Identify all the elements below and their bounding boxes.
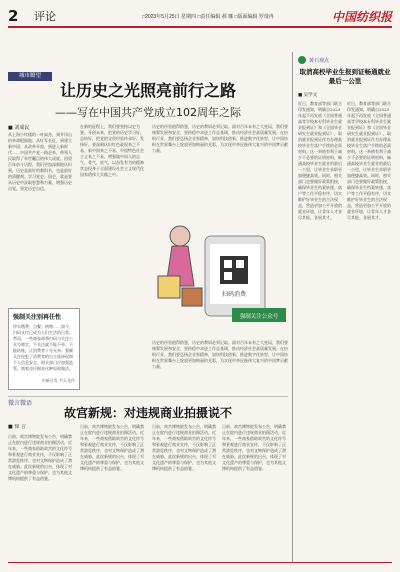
second-body-col3: 日前，故宫博物院发布公告，明确禁止在院内进行违规商业拍摄活动。近年来，一些商家借助故宫的文化符号和景观进行商业宣传，不仅影响了正常游览秩序，也对文物保护造成了潜在威胁。此次新规的出台，体现了对文化遗产的尊重与保护，也为其他文博机构提供了有益借鉴。: [152, 424, 216, 471]
masthead-logo: 中国纺织报: [331, 9, 392, 24]
footer-rule: [8, 562, 392, 563]
second-byline: ■ 徐 言: [8, 424, 26, 430]
lead-byline: ■ 刘成民: [8, 125, 30, 131]
lead-body-col3: 历史的经验值得借鉴，历史的教训必须记取。面对百年未有之大变局，我们要统筹发展和安全，坚持稳中求进工作总基调，推动经济社会高质量发展。在纺织行业，我们要弘扬企业家精神，加快科技创新，推进数字化转型，让中国纺织在世界舞台上绽放更加绚丽的光彩，为实现中华民族伟大复兴的中国梦贡献力量。: [152, 124, 288, 153]
sidebar-headline: 取消高校毕业生报到证畅通就业最后一公里: [299, 68, 391, 85]
boxed-signature: 中新社发 尹天龙作: [41, 378, 75, 383]
lead-body-col1: 从上海小红楼的一叶扁舟，到井冈山的革命根据地；从红军长征，到建立新中国；从改革开放，到进入新时代……中国共产党一路走来，带领人民取得了举世瞩目的伟大成就。回望百年奋斗历程，我们更加深刻地认识到，历史是最好的教科书，也是最好的清醒剂。学习党史、国史，就是要从历史中汲取智慧和力量，增强历史自觉，坚定历史自信。: [8, 132, 72, 191]
second-headline: 故宫新规：对违规商业拍摄说不: [63, 406, 232, 420]
page-number: 2: [8, 7, 19, 25]
shopping-bag-icon: [158, 276, 180, 298]
scan-text: 扫码消费: [221, 291, 247, 298]
lead-body-col3-cont: 历史的经验值得借鉴，历史的教训必须记取。面对百年未有之大变局，我们要统筹发展和安全，坚持稳中求进工作总基调，推动经济社会高质量发展。在纺织行业，我们要弘扬企业家精神，加快科技创新，推进数字化转型，让中国纺织在世界舞台上绽放更加绚丽的光彩，为实现中华民族伟大复兴的中国梦贡献力量。: [152, 340, 288, 369]
dateline: □2023年5月25日 星期四 □责任编辑 郝 娜 □版面编辑 罗琦冉: [142, 13, 274, 20]
column-divider: [292, 52, 293, 562]
lead-headline: 让历史之光照亮前行之路: [59, 81, 236, 100]
leaf-icon: [298, 56, 306, 64]
woman-head: [170, 226, 190, 246]
boxed-column: [8, 308, 80, 390]
sidebar-column-label: 黄石观点: [309, 57, 330, 64]
section-divider: [8, 396, 288, 397]
shopping-illustration: [150, 216, 288, 336]
lead-body-col2: 在新的征程上，我们要坚持以史为鉴、开创未来，把党的历史学习好、总结好，把党的宝贵经验传承好、发扬好。要深刻认识红色政权来之不易、新中国来之不易、中国特色社会主义来之不易，增强做中国人的志气、骨气、底气，以奋发有为的精神状态投身于全面建设社会主义现代化国家的伟大实践之中。: [80, 124, 144, 177]
section-name: 评论: [34, 10, 56, 23]
sidebar-tag: [298, 56, 392, 64]
sidebar-body-col2: 近日，教育部等部门联合印发通知，明确自2023年起不再发放《全国普通高等学校本专科毕业生就业报到证》和《全国毕业研究生就业报到证》，取消就业报到证作为办理高校毕业生落户手续的必需材料。这一举措有利于减少不必要的证明材料，畅通高校毕业生就业的最后一公里，让毕业生求职更加便捷高效。同时，相关部门也要做好政策衔接，确保毕业生档案转递、落户等工作平稳有序，切实维护好毕业生的合法权益，营造更加公平开放的就业环境，让青年人才各尽其能、各展其才。: [347, 101, 391, 220]
sign-text: 强制关注公众号: [239, 314, 279, 320]
second-body-col4: 日前，故宫博物院发布公告，明确禁止在院内进行违规商业拍摄活动。近年来，一些商家借助故宫的文化符号和景观进行商业宣传，不仅影响了正常游览秩序，也对文物保护造成了潜在威胁。此次新规的出台，体现了对文化遗产的尊重与保护，也为其他文博机构提供了有益借鉴。: [222, 424, 286, 471]
second-column-label: 微言微语: [8, 400, 33, 407]
lead-subheadline: ——写在中国共产党成立102周年之际: [55, 106, 241, 119]
boxed-title: 强制关注别再任性: [13, 314, 62, 321]
sidebar-body-col1: 近日，教育部等部门联合印发通知，明确自2023年起不再发放《全国普通高等学校本专科毕业生就业报到证》和《全国毕业研究生就业报到证》，取消就业报到证作为办理高校毕业生落户手续的必需材料。这一举措有利于减少不必要的证明材料，畅通高校毕业生就业的最后一公里，让毕业生求职更加便捷高效。同时，相关部门也要做好政策衔接，确保毕业生档案转递、落户等工作平稳有序，切实维护好毕业生的合法权益，营造更加公平开放的就业环境，让青年人才各尽其能、各展其才。: [298, 101, 342, 220]
sidebar-byline: ■ 吴学文: [298, 93, 318, 98]
second-body-col1: 日前，故宫博物院发布公告，明确禁止在院内进行违规商业拍摄活动。近年来，一些商家借助故宫的文化符号和景观进行商业宣传，不仅影响了正常游览秩序，也对文物保护造成了潜在威胁。此次新规的出台，体现了对文化遗产的尊重与保护，也为其他文博机构提供了有益借鉴。: [8, 434, 72, 481]
second-body-col2: 日前，故宫博物院发布公告，明确禁止在院内进行违规商业拍摄活动。近年来，一些商家借助故宫的文化符号和景观进行商业宣传，不仅影响了正常游览秩序，也对文物保护造成了潜在威胁。此次新规的出台，体现了对文化遗产的尊重与保护，也为其他文博机构提供了有益借鉴。: [80, 424, 144, 471]
boxed-text: 停车缴费、点餐、购物……如今，扫码支付已成为人们生活的日常。然而，一些商家却将扫码与关注公众号绑定，不关注就不能下单、不能结账，让消费者十分无奈。强制关注侵犯了消费者的自主选择权和个人信息安全，相关部门应加强监管，商家也应摒弃这种短视做法。: [13, 324, 73, 371]
sidebar: [298, 56, 392, 556]
column-label: 城市瞭望: [8, 72, 52, 81]
page-header: [8, 6, 392, 28]
